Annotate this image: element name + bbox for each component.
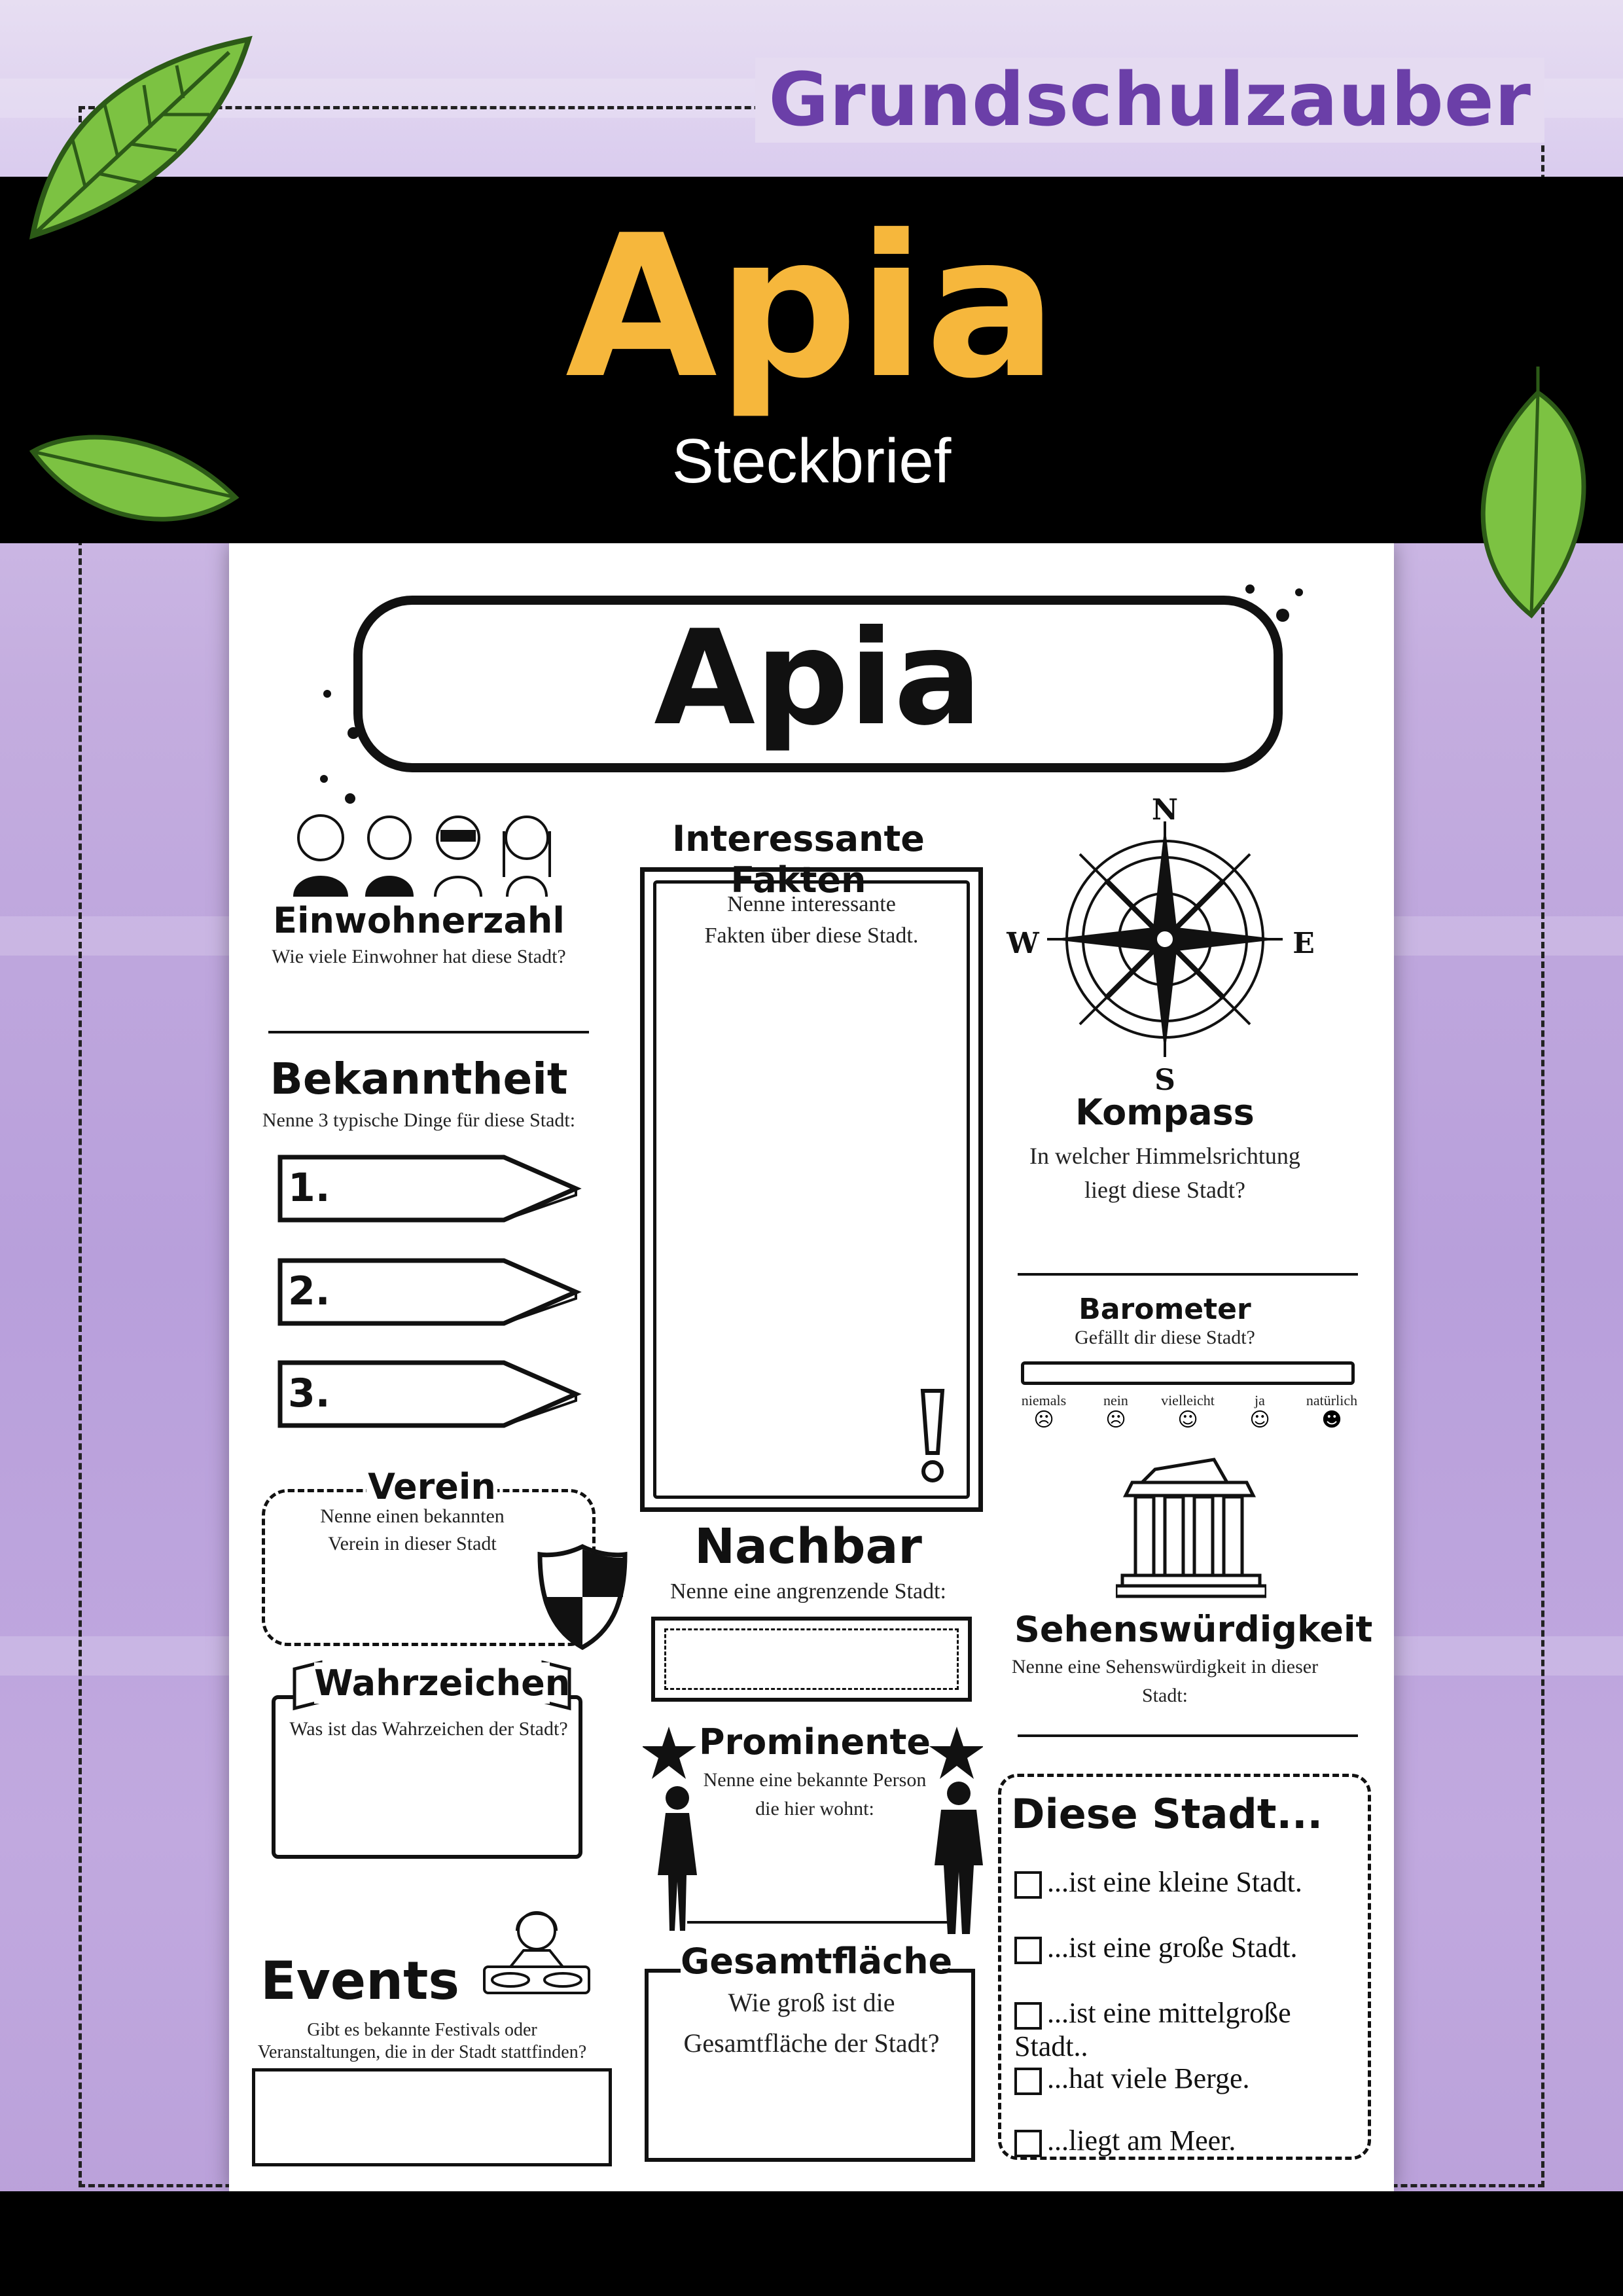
events-question-l2: Veranstaltungen, die in der Stadt stattfinden?: [257, 2042, 587, 2062]
wahrzeichen-question: Was ist das Wahrzeichen der Stadt?: [289, 1718, 568, 1740]
compass-e: E: [1293, 927, 1315, 960]
compass-s: S: [1154, 1064, 1175, 1097]
scale-label: natürlich: [1306, 1392, 1358, 1408]
scale-item[interactable]: [1299, 1391, 1364, 1431]
checkbox-option[interactable]: [1014, 2062, 1250, 2095]
frown-face-icon: ☹: [1105, 1408, 1126, 1431]
events-question-l1: Gibt es bekannte Festivals oder: [307, 2020, 537, 2040]
checkbox[interactable]: [1014, 2130, 1042, 2157]
checkbox-label: ...ist eine kleine Stadt.: [1047, 1866, 1302, 1898]
barometer-scale-bar[interactable]: [1021, 1361, 1355, 1385]
nachbar-question: Nenne eine angrenzende Stadt:: [670, 1579, 946, 1604]
checkbox[interactable]: [1014, 1871, 1042, 1899]
compass-w: W: [1007, 927, 1039, 960]
divider-line: [1018, 1273, 1358, 1276]
people-illustration: [281, 805, 569, 897]
checkbox-option[interactable]: [1014, 1996, 1368, 2063]
checkbox[interactable]: [1014, 2002, 1042, 2030]
scale-item[interactable]: [1083, 1391, 1149, 1431]
prominente-question-l2: die hier wohnt:: [755, 1798, 874, 1820]
einwohner-question: Wie viele Einwohner hat diese Stadt?: [272, 946, 566, 967]
checkbox[interactable]: [1014, 2068, 1042, 2095]
compass-icon: [1027, 802, 1302, 1077]
flaeche-question-l2: Gesamtfläche der Stadt?: [683, 2028, 940, 2058]
leaf-icon: [26, 425, 249, 537]
brand-logo-text: Grundschulzauber: [755, 58, 1544, 143]
sehenswuerdigkeit-answer-line[interactable]: [1018, 1734, 1358, 1737]
checkbox-option[interactable]: [1014, 1865, 1302, 1899]
fakten-question-l1: Nenne interessante: [727, 892, 896, 916]
scale-item[interactable]: [1155, 1391, 1221, 1431]
verein-title: Verein: [366, 1466, 497, 1507]
prominente-title: Prominente: [698, 1721, 931, 1763]
verein-question-l2: Verein in dieser Stadt: [328, 1533, 497, 1554]
temple-ruin-icon: [1116, 1456, 1266, 1600]
compass-n: N: [1151, 793, 1179, 827]
bekanntheit-title: Bekanntheit: [270, 1054, 568, 1104]
man-silhouette: [929, 1780, 988, 1937]
arrow-number-1: 1.: [288, 1165, 330, 1211]
verein-question-l1: Nenne einen bekannten: [320, 1505, 505, 1527]
flaeche-title: Gesamtfläche: [681, 1941, 953, 1982]
kompass-question-l2: liegt diese Stadt?: [1084, 1177, 1245, 1203]
exclamation-icon: [913, 1388, 952, 1486]
sehenswuerdigkeit-title: Sehenswürdigkeit: [1014, 1609, 1373, 1650]
scale-label: niemals: [1021, 1392, 1067, 1408]
happy-face-icon: ☻: [1321, 1408, 1342, 1431]
leaf-icon: [13, 26, 262, 249]
dj-illustration: [471, 1905, 602, 2003]
neutral-face-icon: ☺: [1177, 1408, 1198, 1431]
nachbar-inner-dashed: [664, 1628, 959, 1690]
nachbar-title: Nachbar: [694, 1518, 922, 1575]
scale-label: nein: [1103, 1392, 1128, 1408]
checkbox-option[interactable]: [1014, 2124, 1236, 2157]
arrow-number-2: 2.: [288, 1268, 330, 1314]
ink-dots: [1237, 576, 1315, 628]
city-name: Apia: [654, 602, 982, 755]
worksheet: [229, 543, 1394, 2191]
scale-item[interactable]: [1227, 1391, 1293, 1431]
leaf-icon: [1453, 367, 1603, 628]
diese-stadt-options: [995, 1774, 1368, 2160]
ink-dots: [308, 674, 373, 805]
barometer-title: Barometer: [1079, 1293, 1251, 1326]
scale-item[interactable]: [1011, 1391, 1077, 1431]
diese-stadt-title: Diese Stadt...: [1011, 1790, 1323, 1838]
einwohner-answer-line[interactable]: [268, 1031, 589, 1033]
page-subtitle: Steckbrief: [671, 426, 952, 496]
checkbox-label: ...liegt am Meer.: [1047, 2125, 1236, 2157]
flaeche-question-l1: Wie groß ist die: [728, 1988, 895, 2017]
page-title: Apia: [565, 193, 1058, 422]
checkbox-label: ...ist eine mittelgroße Stadt..: [1014, 1997, 1291, 2062]
wahrzeichen-title: Wahrzeichen: [314, 1662, 571, 1704]
prominente-answer-line[interactable]: [687, 1921, 949, 1924]
einwohner-title: Einwohnerzahl: [273, 900, 565, 941]
checkbox-option[interactable]: [1014, 1931, 1298, 1964]
barometer-scale: [1011, 1391, 1364, 1431]
bekanntheit-question: Nenne 3 typische Dinge für diese Stadt:: [262, 1109, 576, 1131]
prominente-question-l1: Nenne eine bekannte Person: [703, 1769, 927, 1791]
checkbox-label: ...ist eine große Stadt.: [1047, 1931, 1298, 1964]
smile-face-icon: ☺: [1249, 1408, 1270, 1431]
shield-icon: [533, 1541, 632, 1653]
arrow-number-3: 3.: [288, 1371, 330, 1416]
events-answer-box[interactable]: [252, 2068, 612, 2166]
kompass-title: Kompass: [1075, 1092, 1255, 1133]
checkbox-label: ...hat viele Berge.: [1047, 2062, 1250, 2094]
sehenswuerdigkeit-question: Nenne eine Sehenswürdigkeit in dieser Stadt:: [1011, 1656, 1319, 1706]
kompass-question-l1: In welcher Himmelsrichtung: [1029, 1143, 1300, 1169]
scale-label: vielleicht: [1161, 1392, 1215, 1408]
fakten-question-l2: Fakten über diese Stadt.: [704, 924, 919, 948]
scale-label: ja: [1255, 1392, 1265, 1408]
fakten-title: Interessante Fakten: [672, 818, 925, 901]
events-title: Events: [260, 1950, 459, 2011]
woman-silhouette: [651, 1784, 704, 1934]
checkbox[interactable]: [1014, 1937, 1042, 1964]
footer-band: [0, 2191, 1623, 2296]
sad-face-icon: ☹: [1033, 1408, 1054, 1431]
barometer-question: Gefällt dir diese Stadt?: [1075, 1327, 1255, 1348]
